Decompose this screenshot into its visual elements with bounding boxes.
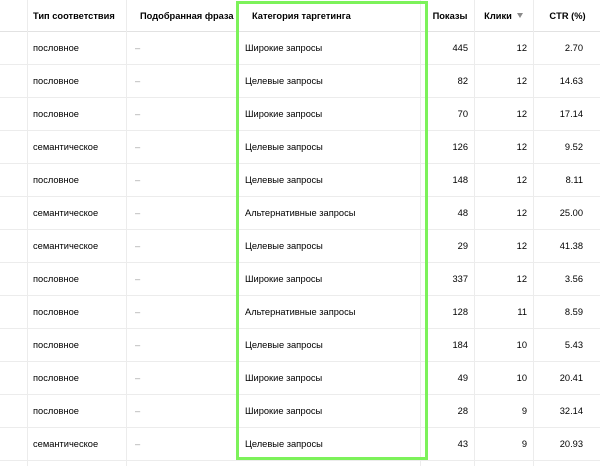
column-header-ctr[interactable]: CTR (%) — [549, 10, 586, 21]
match-type-cell: пословное — [33, 373, 79, 383]
match-type-cell: пословное — [33, 340, 79, 350]
phrase-cell: – — [135, 208, 141, 218]
ctr-cell: 2.70 — [564, 43, 583, 53]
column-header-phrase[interactable]: Подобранная фраза — [140, 10, 234, 21]
shows-cell: 184 — [452, 340, 468, 350]
table-row[interactable] — [0, 197, 600, 230]
shows-cell: 148 — [452, 175, 468, 185]
table-row[interactable] — [0, 32, 600, 65]
column-header-match-type[interactable]: Тип соответствия — [33, 10, 115, 21]
table-row[interactable] — [0, 65, 600, 98]
table-row[interactable] — [0, 98, 600, 131]
ctr-cell: 14.63 — [559, 76, 583, 86]
table-row[interactable] — [0, 230, 600, 263]
category-cell: Целевые запросы — [245, 340, 323, 350]
table-row[interactable] — [0, 296, 600, 329]
category-cell: Целевые запросы — [245, 439, 323, 449]
category-cell: Широкие запросы — [245, 373, 323, 383]
ctr-cell: 5.43 — [564, 340, 583, 350]
category-cell: Широкие запросы — [245, 274, 323, 284]
shows-cell: 49 — [457, 373, 468, 383]
ctr-cell: 20.41 — [559, 373, 583, 383]
table-row[interactable] — [0, 164, 600, 197]
shows-cell: 48 — [457, 208, 468, 218]
clicks-cell: 12 — [516, 241, 527, 251]
table-header — [0, 0, 600, 32]
match-type-cell: семантическое — [33, 241, 99, 251]
shows-cell: 28 — [457, 406, 468, 416]
clicks-cell: 12 — [516, 208, 527, 218]
match-type-cell: пословное — [33, 307, 79, 317]
category-cell: Альтернативные запросы — [245, 208, 356, 218]
clicks-cell: 10 — [516, 340, 527, 350]
phrase-cell: – — [135, 373, 141, 383]
ctr-cell: 9.52 — [564, 142, 583, 152]
phrase-cell: – — [135, 307, 141, 317]
category-cell: Широкие запросы — [245, 109, 323, 119]
clicks-cell: 9 — [521, 439, 527, 449]
shows-cell: 29 — [457, 241, 468, 251]
ctr-cell: 25.00 — [559, 208, 583, 218]
phrase-cell: – — [135, 43, 141, 53]
clicks-cell: 12 — [516, 175, 527, 185]
table-body — [0, 32, 600, 461]
match-type-cell: пословное — [33, 109, 79, 119]
category-cell: Целевые запросы — [245, 241, 323, 251]
shows-cell: 126 — [452, 142, 468, 152]
clicks-cell: 12 — [516, 109, 527, 119]
phrase-cell: – — [135, 274, 141, 284]
category-cell: Широкие запросы — [245, 43, 323, 53]
column-divider — [420, 0, 421, 466]
column-header-category[interactable]: Категория таргетинга — [252, 10, 351, 21]
match-type-cell: пословное — [33, 43, 79, 53]
phrase-cell: – — [135, 142, 141, 152]
match-type-cell: семантическое — [33, 142, 99, 152]
phrase-cell: – — [135, 175, 141, 185]
ctr-cell: 8.11 — [565, 175, 583, 185]
shows-cell: 445 — [452, 43, 468, 53]
clicks-cell: 12 — [516, 43, 527, 53]
ctr-cell: 17.14 — [559, 109, 583, 119]
sort-desc-icon[interactable] — [517, 13, 523, 18]
clicks-cell: 11 — [517, 307, 527, 317]
shows-cell: 337 — [452, 274, 468, 284]
table-row[interactable] — [0, 329, 600, 362]
shows-cell: 82 — [457, 76, 468, 86]
match-type-cell: пословное — [33, 406, 79, 416]
column-divider — [27, 0, 28, 466]
category-cell: Целевые запросы — [245, 76, 323, 86]
column-divider — [474, 0, 475, 466]
match-type-cell: пословное — [33, 76, 79, 86]
column-divider — [533, 0, 534, 466]
phrase-cell: – — [135, 76, 141, 86]
category-cell: Альтернативные запросы — [245, 307, 356, 317]
phrase-cell: – — [135, 439, 141, 449]
shows-cell: 70 — [457, 109, 468, 119]
phrase-cell: – — [135, 109, 141, 119]
ctr-cell: 20.93 — [559, 439, 583, 449]
table-row[interactable] — [0, 263, 600, 296]
category-cell: Широкие запросы — [245, 406, 323, 416]
phrase-cell: – — [135, 241, 141, 251]
shows-cell: 128 — [452, 307, 468, 317]
table-row[interactable] — [0, 131, 600, 164]
ctr-cell: 32.14 — [559, 406, 583, 416]
clicks-cell: 12 — [516, 274, 527, 284]
table-row[interactable] — [0, 362, 600, 395]
phrase-cell: – — [135, 406, 141, 416]
column-divider — [126, 0, 127, 466]
phrase-cell: – — [135, 340, 141, 350]
match-type-cell: пословное — [33, 274, 79, 284]
match-type-cell: пословное — [33, 175, 79, 185]
shows-cell: 43 — [457, 439, 468, 449]
table-row[interactable] — [0, 395, 600, 428]
table-row[interactable] — [0, 428, 600, 461]
ctr-cell: 8.59 — [564, 307, 583, 317]
clicks-cell: 9 — [521, 406, 527, 416]
category-cell: Целевые запросы — [245, 175, 323, 185]
clicks-cell: 12 — [516, 142, 527, 152]
ctr-cell: 41.38 — [559, 241, 583, 251]
ctr-cell: 3.56 — [564, 274, 583, 284]
clicks-cell: 12 — [516, 76, 527, 86]
column-header-clicks[interactable] — [474, 0, 533, 31]
match-type-cell: семантическое — [33, 439, 99, 449]
clicks-cell: 10 — [516, 373, 527, 383]
category-cell: Целевые запросы — [245, 142, 323, 152]
column-header-clicks-label: Клики — [484, 10, 512, 21]
column-header-shows[interactable]: Показы — [432, 10, 468, 21]
match-type-cell: семантическое — [33, 208, 99, 218]
